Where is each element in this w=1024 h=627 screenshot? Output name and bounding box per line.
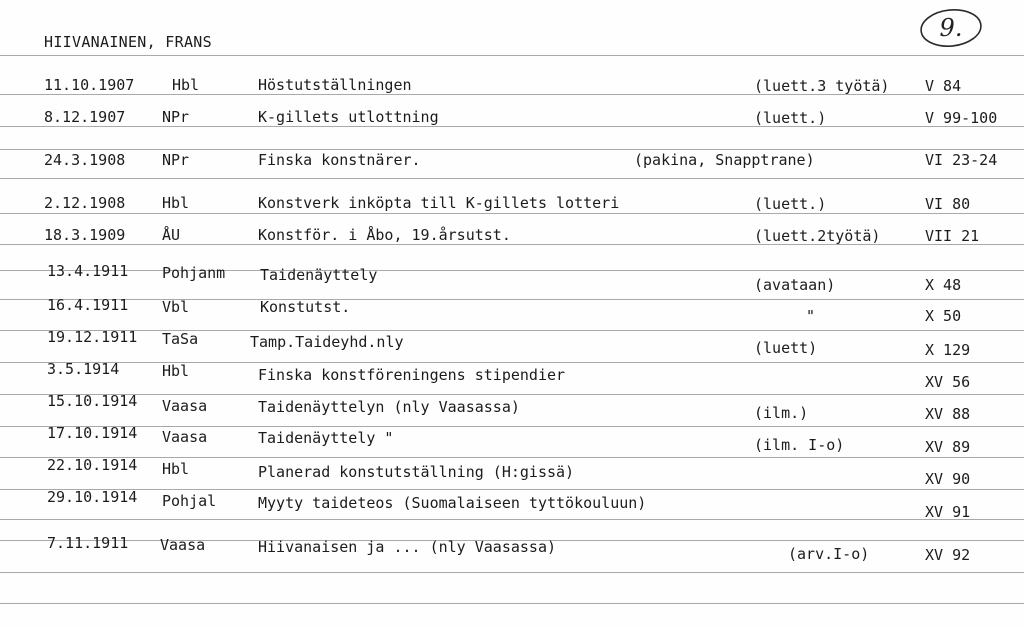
entry-note: (ilm. I-o) <box>754 436 845 454</box>
entry-title: Myyty taideteos (Suomalaiseen tyttökouluun) <box>258 494 647 512</box>
ruled-line <box>0 489 1024 490</box>
entry-date: 13.4.1911 <box>47 262 129 280</box>
ruled-line <box>0 394 1024 395</box>
entry-source: Pohjal <box>162 492 217 510</box>
entry-ref: XV 89 <box>925 438 971 456</box>
entry-source: NPr <box>162 151 190 169</box>
entry-source: Hbl <box>162 460 190 478</box>
entry-title: Konstför. i Åbo, 19.årsutst. <box>258 226 511 244</box>
entry-note: (pakina, Snapptrane) <box>634 151 815 169</box>
ruled-line <box>0 362 1024 363</box>
entry-title: Planerad konstutställning (H:gissä) <box>258 463 575 481</box>
entry-note: (luett.2työtä) <box>754 227 881 245</box>
entry-title: Finska konstnärer. <box>258 151 421 169</box>
entry-source: Vaasa <box>160 536 206 554</box>
entry-source: Pohjanm <box>162 264 226 282</box>
entry-source: Vbl <box>162 298 190 316</box>
entry-date: 2.12.1908 <box>44 194 126 212</box>
entry-note: (luett) <box>754 339 818 357</box>
ruled-line <box>0 149 1024 150</box>
entry-source: Vaasa <box>162 428 208 446</box>
entry-date: 11.10.1907 <box>44 76 135 94</box>
entry-ref: XV 91 <box>925 503 971 521</box>
entry-ref: XV 56 <box>925 373 971 391</box>
entry-date: 15.10.1914 <box>47 392 138 410</box>
entry-note: " <box>806 307 816 325</box>
ruled-line <box>0 126 1024 127</box>
entry-title: Konstutst. <box>260 298 351 316</box>
entry-ref: VI 80 <box>925 195 971 213</box>
entry-date: 7.11.1911 <box>47 534 129 552</box>
entry-source: Hbl <box>172 76 200 94</box>
entry-title: Hiivanaisen ja ... (nly Vaasassa) <box>258 538 557 556</box>
entry-note: (luett.) <box>754 109 827 127</box>
entry-ref: V 99-100 <box>925 109 998 127</box>
entry-date: 19.12.1911 <box>47 328 138 346</box>
entry-ref: V 84 <box>925 77 962 95</box>
entry-title: Taidenäyttely " <box>258 429 394 447</box>
card-number-stamp <box>918 6 984 50</box>
entry-date: 29.10.1914 <box>47 488 138 506</box>
entry-date: 3.5.1914 <box>47 360 120 378</box>
entry-title: Tamp.Taideyhd.nly <box>250 333 404 351</box>
entry-title: Taidenäyttelyn (nly Vaasassa) <box>258 398 520 416</box>
entry-note: (avataan) <box>754 276 836 294</box>
ruled-line <box>0 426 1024 427</box>
entry-ref: XV 92 <box>925 546 971 564</box>
entry-source: ÅU <box>162 226 181 244</box>
entry-title: Konstverk inköpta till K-gillets lotteri <box>258 194 620 212</box>
entry-note: (luett.3 työtä) <box>754 77 890 95</box>
entry-title: Finska konstföreningens stipendier <box>258 366 566 384</box>
entry-date: 8.12.1907 <box>44 108 126 126</box>
ruled-line <box>0 572 1024 573</box>
entry-ref: X 48 <box>925 276 962 294</box>
entry-ref: XV 88 <box>925 405 971 423</box>
ruled-line <box>0 178 1024 179</box>
entry-ref: X 129 <box>925 341 971 359</box>
card-heading: HIIVANAINEN, FRANS <box>44 33 212 51</box>
entry-title: K-gillets utlottning <box>258 108 439 126</box>
entry-title: Höstutställningen <box>258 76 412 94</box>
entry-note: (ilm.) <box>754 404 809 422</box>
entry-note: (luett.) <box>754 195 827 213</box>
entry-date: 24.3.1908 <box>44 151 126 169</box>
entry-date: 17.10.1914 <box>47 424 138 442</box>
ruled-line <box>0 299 1024 300</box>
entry-ref: XV 90 <box>925 470 971 488</box>
ruled-line <box>0 55 1024 56</box>
entry-source: Hbl <box>162 362 190 380</box>
ruled-line <box>0 330 1024 331</box>
entry-note: (arv.I-o) <box>788 545 870 563</box>
ruled-line <box>0 603 1024 604</box>
entry-ref: X 50 <box>925 307 962 325</box>
card-number: 9. <box>939 14 963 42</box>
entry-date: 16.4.1911 <box>47 296 129 314</box>
ruled-line <box>0 457 1024 458</box>
entry-date: 22.10.1914 <box>47 456 138 474</box>
entry-source: NPr <box>162 108 190 126</box>
entry-source: TaSa <box>162 330 199 348</box>
ruled-line <box>0 270 1024 271</box>
entry-source: Vaasa <box>162 397 208 415</box>
entry-ref: VII 21 <box>925 227 980 245</box>
entry-ref: VI 23-24 <box>925 151 998 169</box>
ruled-line <box>0 519 1024 520</box>
ruled-line <box>0 213 1024 214</box>
entry-source: Hbl <box>162 194 190 212</box>
entry-title: Taidenäyttely <box>260 266 378 284</box>
entry-date: 18.3.1909 <box>44 226 126 244</box>
